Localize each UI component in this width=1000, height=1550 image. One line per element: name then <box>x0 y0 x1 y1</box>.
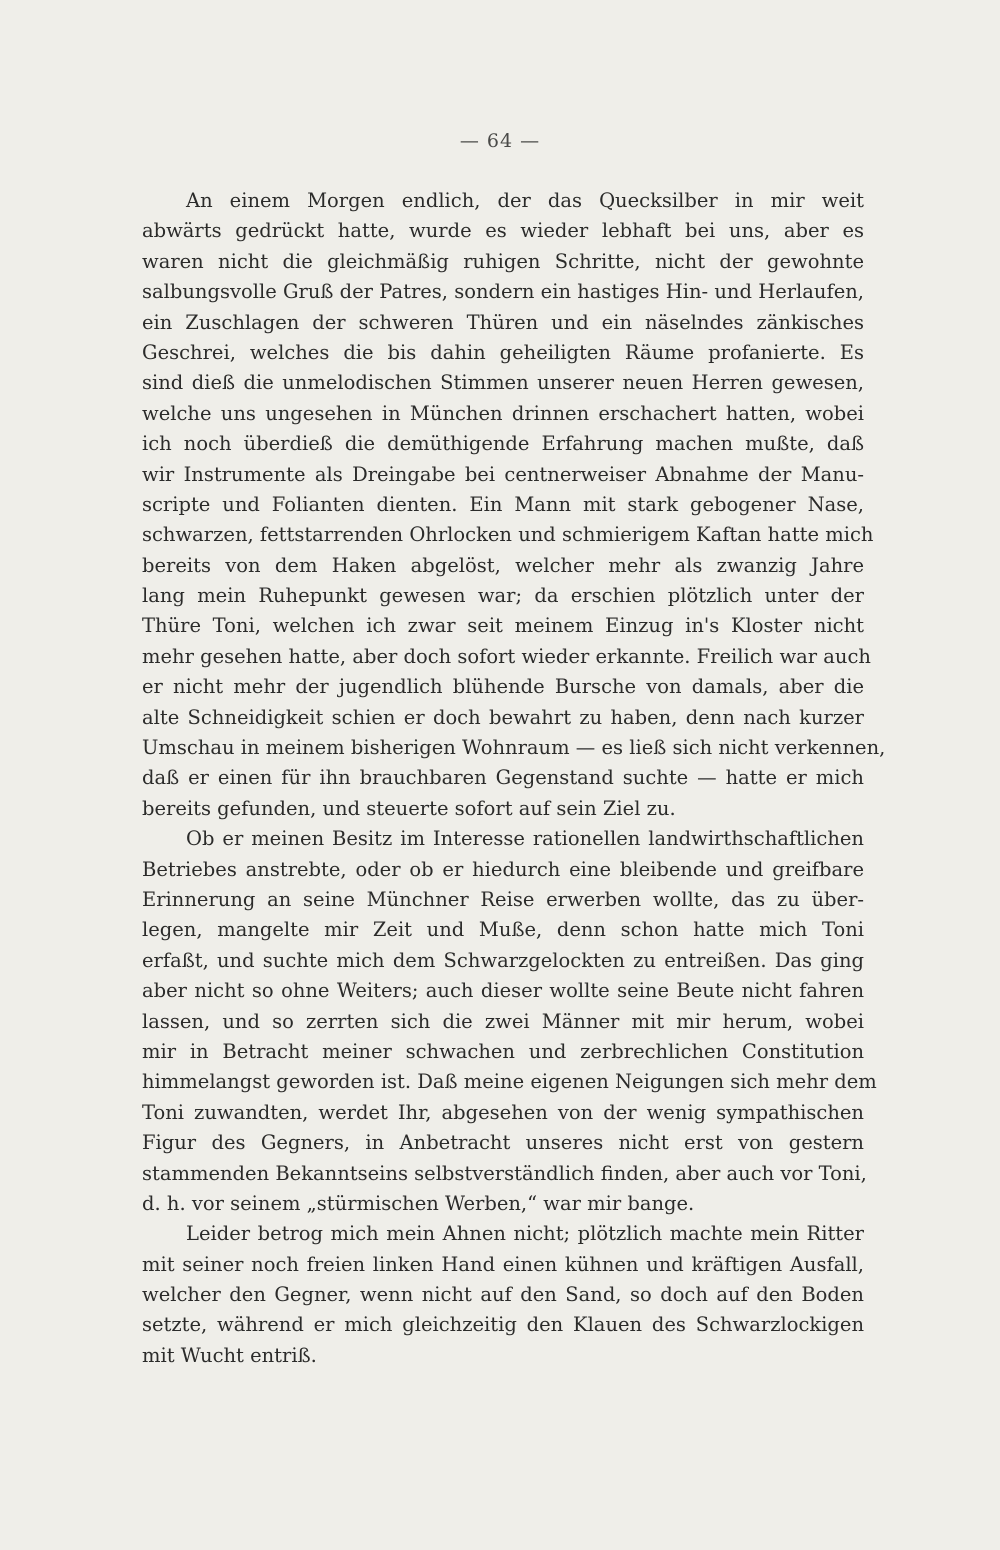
text-line: mit seiner noch freien linken Hand einen kühnen und kräftigen Ausfall, <box>142 1252 864 1276</box>
text-line: scripte und Folianten dienten. Ein Mann mit stark gebogener Nase, <box>142 492 864 516</box>
text-line: daß er einen für ihn brauchbaren Gegenstand suchte — hatte er mich <box>142 766 864 790</box>
text-line: mir in Betracht meiner schwachen und zerbrechlichen Constitution <box>142 1039 864 1063</box>
text-line: Toni zuwandten, werdet Ihr, abgesehen von der wenig sympathischen <box>142 1100 864 1124</box>
text-line: bereits von dem Haken abgelöst, welcher mehr als zwanzig Jahre <box>142 553 864 577</box>
text-line: aber nicht so ohne Weiters; auch dieser wollte seine Beute nicht fahren <box>142 979 864 1003</box>
text-line: er nicht mehr der jugendlich blühende Bursche von damals, aber die <box>142 675 864 699</box>
text-line: sind dieß die unmelodischen Stimmen unserer neuen Herren gewesen, <box>142 371 864 395</box>
body-text <box>142 186 886 1371</box>
text-line: himmelangst geworden ist. Daß meine eigenen Neigungen sich mehr dem <box>142 1070 877 1094</box>
text-line: alte Schneidigkeit schien er doch bewahrt zu haben, denn nach kurzer <box>142 705 864 729</box>
text-line: Umschau in meinem bisherigen Wohnraum — es ließ sich nicht verkennen, <box>142 736 886 760</box>
text-line: salbungsvolle Gruß der Patres, sondern ein hastiges Hin- und Herlaufen, <box>142 280 864 304</box>
text-line: bereits gefunden, und steuerte sofort auf sein Ziel zu. <box>142 796 676 820</box>
paragraph-3 <box>142 1219 864 1371</box>
text-line: erfaßt, und suchte mich dem Schwarzgelockten zu entreißen. Das ging <box>142 948 864 972</box>
text-line: Geschrei, welches die bis dahin geheiligten Räume profanierte. Es <box>142 340 864 364</box>
text-line: welcher den Gegner, wenn nicht auf den Sand, so doch auf den Boden <box>142 1283 864 1307</box>
paragraph-1 <box>142 186 886 824</box>
text-line: d. h. vor seinem „stürmischen Werben,“ war mir bange. <box>142 1191 695 1215</box>
text-line: welche uns ungesehen in München drinnen erschachert hatten, wobei <box>142 401 864 425</box>
text-line: waren nicht die gleichmäßig ruhigen Schritte, nicht der gewohnte <box>142 249 864 273</box>
text-line: legen, mangelte mir Zeit und Muße, denn schon hatte mich Toni <box>142 918 864 942</box>
text-line: Ob er meinen Besitz im Interesse rationellen landwirthschaftlichen <box>186 827 864 851</box>
text-line: lassen, und so zerrten sich die zwei Männer mit mir herum, wobei <box>142 1009 864 1033</box>
text-line: setzte, während er mich gleichzeitig den Klauen des Schwarzlockigen <box>142 1313 864 1337</box>
text-line: mit Wucht entriß. <box>142 1343 317 1367</box>
text-line: ein Zuschlagen der schweren Thüren und ein näselndes zänkisches <box>142 310 864 334</box>
text-line: stammenden Bekanntseins selbstverständlich finden, aber auch vor Toni, <box>142 1161 867 1185</box>
text-line: wir Instrumente als Dreingabe bei centnerweiser Abnahme der Manu- <box>142 462 864 486</box>
text-line: Betriebes anstrebte, oder ob er hiedurch eine bleibende und greifbare <box>142 857 864 881</box>
text-line: lang mein Ruhepunkt gewesen war; da erschien plötzlich unter der <box>142 584 864 608</box>
text-line: An einem Morgen endlich, der das Quecksilber in mir weit <box>186 189 864 212</box>
paragraph-2 <box>142 824 877 1219</box>
text-line: mehr gesehen hatte, aber doch sofort wieder erkannte. Freilich war auch <box>142 644 871 668</box>
text-line: abwärts gedrückt hatte, wurde es wieder lebhaft bei uns, aber es <box>142 219 864 243</box>
text-line: ich noch überdieß die demüthigende Erfahrung machen mußte, daß <box>142 432 864 456</box>
text-line: Leider betrog mich mein Ahnen nicht; plötzlich machte mein Ritter <box>186 1222 864 1246</box>
text-line: schwarzen, fettstarrenden Ohrlocken und schmierigem Kaftan hatte mich <box>142 523 874 547</box>
text-line: Thüre Toni, welchen ich zwar seit meinem Einzug in's Kloster nicht <box>142 614 864 638</box>
page-number: — 64 — <box>459 130 541 152</box>
text-line: Figur des Gegners, in Anbetracht unseres nicht erst von gestern <box>142 1131 864 1155</box>
text-line: Erinnerung an seine Münchner Reise erwerben wollte, das zu über- <box>142 887 864 911</box>
